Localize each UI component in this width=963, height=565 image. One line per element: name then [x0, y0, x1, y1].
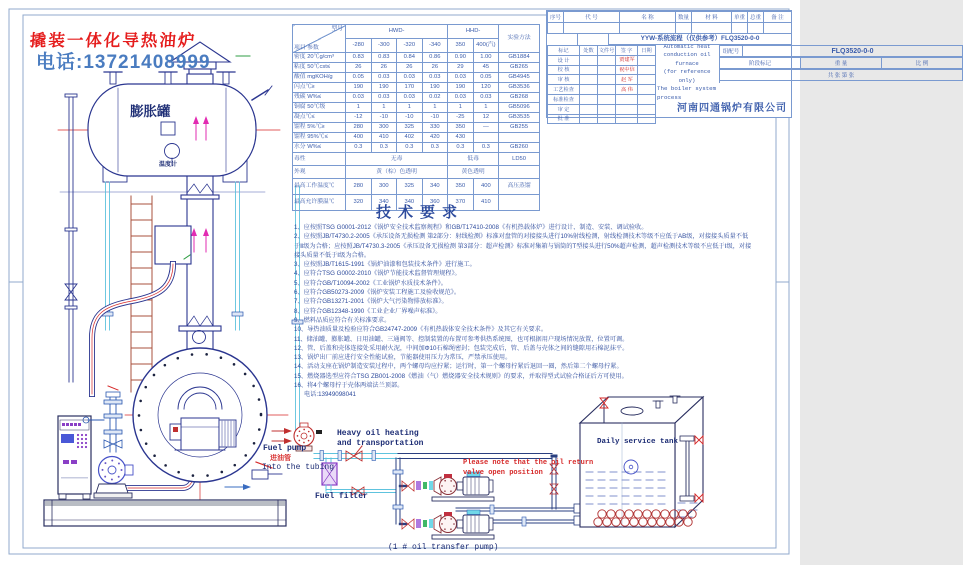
sig-row: 校 核 祝中信	[548, 65, 656, 75]
product-name-en-line: Automatic heat	[663, 43, 711, 51]
tech-item: 8、应符合GB12348-1990《工业企业厂界噪声标准》。	[294, 307, 442, 315]
drawing-number: FLQ3520-0-0	[743, 46, 963, 57]
tech-item: 9、燃料品质应符合有关标准要求。	[294, 316, 391, 324]
title-block	[546, 10, 929, 123]
product-name-en	[655, 45, 720, 83]
spec-row: 馏程 95%℃≤ 400 410 402 420 430	[293, 133, 540, 143]
tech-item: 13、锅炉出厂前应进行安全性能试验，节能器使用压力为常压，严禁承压使用。	[294, 354, 512, 362]
tech-item: 7、应符合GB13271-2001《锅炉大气污染物排放标准》。	[294, 298, 448, 306]
spec-row: 馏程 5%℃≥ 280 300 325 330 350 — GB255	[293, 123, 540, 133]
sig-row: 审 定	[548, 104, 656, 114]
signature-table	[547, 45, 656, 124]
spec-row: 密度 20℃g/cm³ 0.83 0.83 0.84 0.86 0.90 1.00 GB1884	[293, 53, 540, 63]
oil-spec-table	[292, 24, 540, 211]
transfer-pump-label: (1 # oil transfer pump)	[388, 543, 499, 552]
spec-group-hwd: HWD-	[346, 25, 448, 39]
oil-return-note-2: valve open position	[463, 469, 543, 477]
left-standpipe	[65, 94, 77, 382]
spec-row: 铜腐 50℃级 1 1 1 1 1 1 GB5096	[293, 103, 540, 113]
spec-row: 最高允许膜温℃ 320 340 340 360 370 410	[293, 195, 540, 211]
spec-row: 最高工作温度℃ 280 300 325 340 350 400 高压蒸馏	[293, 179, 540, 195]
spec-row: 外观 黄（棕）色透明 黄色透明	[293, 166, 540, 179]
tech-item: 1、应按照TSG G0001-2012《锅炉安全技术监察规程》和GB/T17410-2008《有机热载体炉》进行设计、制造、安装、调试验收。	[294, 224, 648, 231]
product-name-en-line: conduction oil furnace	[663, 51, 711, 67]
sig-row: 设 计 贾建军	[548, 55, 656, 65]
tech-item: 16、将4个螺母拧于壳体两端法兰顶部。	[294, 382, 404, 390]
drawing-number-area	[719, 45, 929, 81]
parts-list	[547, 11, 792, 34]
tech-item: 5、应符合GB/T10094-2002《工业锅炉水质技术条件》。	[294, 279, 447, 287]
spec-corner-model: 型号	[331, 26, 344, 32]
parts-empty-row	[548, 23, 792, 34]
process-name-en-line: The boiler system	[657, 85, 717, 92]
spec-row: 毒性 无毒 低毒 LD50	[293, 153, 540, 166]
tech-item: 15、燃烧器选型应符合TSG ZB001-2008《燃油（气）燃烧器安全技术规则》的要求，并取得型式试验合格证后方可使用。	[294, 372, 628, 380]
spec-row: 闪点℃≥ 190 190 170 190 190 120 GB3536	[293, 83, 540, 93]
tech-item: 12、管、后盖和壳体连接处采用耐火泥，中间加Φ10石棉绳密封；包装完成后，管、后盖与壳体之间的缝隙用石棉泥抹平。	[294, 344, 629, 352]
spec-model-row: -280 -300 -320 -340 350 400(汽)	[293, 39, 540, 53]
sig-row: 标准检查	[548, 94, 656, 104]
stage-row: 阶段标记 重 量 比 例	[720, 58, 963, 69]
sig-header-row: 标记 处数 文件号 签 字 日期	[548, 46, 656, 56]
oil-return-note-1: Please note that the oil return	[463, 459, 594, 467]
control-cabinet	[58, 416, 91, 499]
spec-row: 粘度 50℃cst≤ 26 26 26 26 29 45 GB265	[293, 63, 540, 73]
drawing-no-label: 组配号	[720, 46, 743, 57]
daily-tank-label: Daily service tank	[597, 438, 679, 446]
tech-item: 4、应符合TSG G0002-2010《锅炉节能技术监督管理规程》。	[294, 270, 461, 278]
product-title: 撬装一体化导热油炉	[29, 32, 197, 50]
spec-method-header: 实验方法	[499, 25, 540, 53]
tech-item: 10、导热油质量及检验应符合GB24747-2009《有机热载体安全技术条件》及其它有关要求。	[294, 326, 548, 334]
boiler-front	[133, 348, 282, 490]
fuel-filter-label: Fuel filter	[315, 492, 368, 501]
expansion-tank-label: 膨胀罐	[130, 104, 171, 119]
thermometer-label: 温度计	[159, 162, 178, 168]
heavy-oil-label-1: Heavy oil heating	[337, 429, 419, 438]
tech-item: 11、储油罐、膨胀罐、日用油罐、三通阀等、控制装置的布置可参考供热系统图，也可根据用户现场情况放置，位置可调。	[294, 335, 629, 343]
tech-requirements-title: 技术要求	[375, 204, 464, 221]
daily-service-tank	[580, 396, 703, 527]
spec-row: 凝点℃≤ -12 -10 -10 -10 -25 12 GB3535	[293, 113, 540, 123]
heavy-oil-label-2: and transportation	[337, 439, 424, 448]
tech-item: 6、应符合GB50273-2009《锅炉安装工程施工及验收规范》。	[294, 289, 461, 297]
spec-group-hhd: HHD-	[448, 25, 499, 39]
tech-phone: 电话:13949098041	[304, 391, 356, 399]
drawing-title: YYW-系统流程（仅供参考）FLQ3520-0-0	[609, 33, 791, 45]
spec-corner-cell	[293, 25, 346, 53]
fuel-pump-label: Fuel pump	[263, 444, 307, 453]
oil-inlet-label: 进油管	[270, 455, 291, 462]
sig-row: 工艺检查 高 伟	[548, 85, 656, 95]
spec-corner-item: 项目 参数	[294, 44, 319, 51]
product-name-en-line: (for reference only)	[663, 68, 711, 84]
sheet-label: 共 张 第 张	[720, 70, 963, 81]
skid-base	[44, 500, 286, 526]
transfer-pump-2	[400, 510, 494, 539]
tech-requirements	[294, 223, 752, 400]
parts-header-row: 序号 代 号 名 称 数量 材 料 单重 总重 备 注	[548, 12, 792, 23]
tech-item: 2、应按照JB/T4730.2-2005《承压设备无损检测 第2部分：射线检测》标准对盘管的对接接头进行10%射线检测，射线检测技术等级不应低于AB级，对接接头质量不低于Ⅱ级为合格；应按照JB/T4730.3-2005《承压设备无损检测 第3部分：超声检测》标准对集箱与锅筒的T型接头进行50%超声检测，超声检测技术等级不应低于Ⅰ级，对接接头质量不低于Ⅰ级为合格。	[294, 233, 752, 259]
expansion-tank	[88, 72, 272, 182]
company-name: 河南四通锅炉有限公司	[677, 103, 787, 114]
tech-item: 14、活动支座在锅炉制造安装过程中，两个螺母均应拧紧；运行时，第一个螺母拧紧后退回一圈，然后第二个螺母拧紧。	[294, 363, 623, 371]
spec-row: 残碳 W%≤ 0.03 0.03 0.03 0.02 0.03 0.03 GB268	[293, 93, 540, 103]
phone-number: 电话:13721408999	[36, 52, 211, 73]
spec-row: 水分 W%≤ 0.3 0.3 0.3 0.3 0.3 0.3 GB260	[293, 143, 540, 153]
sig-row: 批 准	[548, 114, 656, 124]
spec-row: 酸值 mgKOH/g 0.05 0.03 0.03 0.03 0.03 0.05 GB4945	[293, 73, 540, 83]
process-name-en-line: process	[657, 93, 682, 101]
into-tubing-label: Into the tubing	[262, 463, 335, 472]
sig-row: 审 核 赵 军	[548, 75, 656, 85]
tech-item: 3、应按照JB/T1615-1991《锅炉油漆和包装技术条件》进行施工。	[294, 261, 476, 269]
